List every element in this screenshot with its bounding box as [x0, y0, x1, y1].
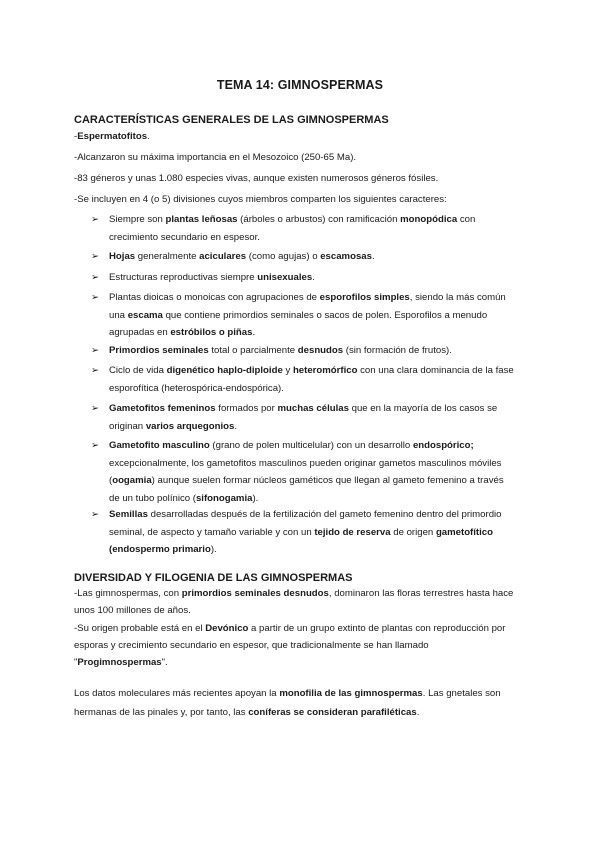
list-item-text: [109, 248, 534, 266]
text-line: [74, 654, 534, 671]
bold-text: escama: [127, 309, 163, 321]
text: Estructuras reproductivas siempre: [109, 272, 258, 283]
list-item-text: [109, 506, 534, 559]
text: .: [234, 420, 237, 432]
bold-text: Gametofito masculino: [109, 440, 210, 451]
arrow-bullet-icon: ➢: [91, 365, 99, 376]
paragraph-datos-moleculares: [74, 684, 534, 722]
text-line: [109, 437, 534, 455]
text: ".: [161, 657, 168, 668]
text-line: [109, 418, 534, 436]
text-line: [109, 541, 534, 559]
text: originan: [109, 420, 146, 432]
text-line: [109, 269, 534, 287]
bold-text: desnudos: [297, 345, 344, 356]
text: ).: [210, 544, 217, 556]
arrow-bullet-icon: ➢: [91, 272, 99, 283]
list-item-text: [109, 437, 534, 507]
text: ) aunque suelen formar núcleos gaméticos que llegan al gameto femenino a través: [151, 475, 504, 487]
text: (como agujas) o: [246, 251, 321, 262]
text: total o parcialmente: [208, 345, 298, 356]
text-line: [74, 703, 534, 722]
text-line: [109, 248, 534, 266]
text-line: [109, 472, 534, 490]
bold-text: Gametofitos femeninos: [109, 403, 216, 414]
text-line: [74, 620, 534, 637]
text: agrupadas en: [109, 327, 171, 339]
text: ": [74, 657, 78, 668]
text-line: [74, 585, 534, 602]
text-line: [109, 455, 534, 473]
text: .: [371, 251, 375, 262]
bold-text: aciculares: [199, 251, 247, 262]
bold-text: unisexuales: [257, 272, 313, 283]
bold-text: (endospermo primario: [109, 544, 211, 556]
text: que contiene primordios seminales o sacos de polen. Esporofilos a menudo: [162, 309, 488, 321]
text: una: [109, 309, 128, 321]
bold-text: heteromórfico: [292, 365, 358, 376]
text: Siempre son: [109, 214, 166, 225]
bold-text: tejido de reserva: [314, 526, 391, 538]
bold-text: plantas leñosas: [165, 214, 238, 225]
text: , dominaron las floras terrestres hasta hace: [328, 588, 514, 599]
text: (sin formación de frutos).: [343, 345, 452, 356]
text-line: [109, 362, 534, 380]
list-item-text: [109, 362, 534, 397]
bold-text: muchas células: [277, 403, 349, 414]
arrow-bullet-icon: ➢: [91, 292, 99, 303]
text-line: [109, 307, 534, 325]
text: formados por: [215, 403, 278, 414]
line-mesozoico: -Alcanzaron su máxima importancia en el Mesozoico (250-65 Ma).: [74, 152, 357, 163]
bold-text: Devónico: [205, 623, 249, 634]
text-line: [109, 342, 534, 360]
section-heading-diversidad: DIVERSIDAD Y FILOGENIA DE LAS GIMNOSPERMAS: [74, 572, 353, 584]
line-divisiones: -Se incluyen en 4 (o 5) divisiones cuyos miembros comparten los siguientes caracteres:: [74, 194, 447, 205]
text-line: [109, 229, 534, 247]
paragraph-origen-devonico: [74, 620, 534, 671]
text-line: [74, 602, 534, 619]
text: generalmente: [135, 251, 200, 262]
line-generos: -83 géneros y unas 1.080 especies vivas, aunque existen numerosos géneros fósiles.: [74, 173, 439, 184]
bold-text: varios arquegonios: [145, 420, 235, 432]
text: .: [252, 327, 256, 339]
text: unos 100 millones de años.: [74, 605, 191, 616]
text: -Su origen probable está en el: [74, 623, 206, 634]
bold-text: primordios seminales desnudos: [181, 588, 329, 599]
text: de un tubo polínico (: [109, 492, 196, 504]
arrow-bullet-icon: ➢: [91, 403, 99, 414]
text: de origen: [390, 526, 436, 538]
text-line: [109, 289, 534, 307]
list-item-text: [109, 342, 534, 360]
list-item-text: [109, 289, 534, 342]
text: Los datos moleculares más recientes apoyan la: [74, 688, 280, 699]
text: hermanas de las pinales y, por tanto, las: [74, 707, 249, 718]
text: con: [457, 214, 476, 225]
bold-text: gametofítico: [435, 526, 493, 538]
text: esporas y crecimiento secundario en espesor, que tradicionalmente se han llamado: [74, 640, 429, 651]
text: Plantas dioicas o monoicas con agrupaciones de: [109, 292, 320, 303]
text-line: [109, 506, 534, 524]
text: Ciclo de vida: [109, 365, 167, 376]
text: desarrolladas después de la fertilización del gameto femenino dentro del primordio: [147, 509, 502, 520]
text: (grano de polen multicelular) con un desarrollo: [209, 440, 413, 451]
bold-text: esporofilos simples: [319, 292, 410, 303]
bold-text: monopódica: [400, 214, 458, 225]
text-line: [109, 524, 534, 542]
text: crecimiento secundario en espesor.: [109, 231, 260, 243]
bold-text: endospórico;: [412, 440, 474, 451]
arrow-bullet-icon: ➢: [91, 509, 99, 520]
text: y: [282, 365, 293, 376]
text: , siendo la más común: [409, 292, 506, 303]
list-item-text: [109, 269, 534, 287]
arrow-bullet-icon: ➢: [91, 214, 99, 225]
bold-text: Progimnospermas: [77, 657, 162, 668]
text: .: [312, 272, 315, 283]
text: a partir de un grupo extinto de plantas con reproducción por: [248, 623, 506, 634]
bold-text: sifonogamia: [195, 492, 253, 504]
bold-text: Hojas: [109, 251, 136, 262]
text: .: [416, 707, 420, 718]
bold-text: Semillas: [109, 509, 148, 520]
text: (árboles o arbustos) con ramificación: [237, 214, 401, 225]
list-item-text: [109, 211, 534, 246]
text: . Las gnetales son: [422, 688, 501, 699]
text-line: [109, 380, 534, 398]
bold-text: monofilia de las gimnospermas: [279, 688, 423, 699]
bold-text: escamosas: [320, 251, 372, 262]
section-heading-caracteristicas: CARACTERÍSTICAS GENERALES DE LAS GIMNOSPERMAS: [74, 114, 389, 126]
page-title: TEMA 14: GIMNOSPERMAS: [216, 78, 384, 92]
text-line: [109, 400, 534, 418]
bold-text: oogamia: [112, 475, 152, 487]
text: con una clara dominancia de la fase: [357, 365, 514, 376]
text: esporofítica (heterospórica-endospórica).: [109, 382, 284, 394]
text-line: [74, 684, 534, 703]
arrow-bullet-icon: ➢: [91, 251, 99, 262]
paragraph-gimnospermas-desnudos: [74, 585, 534, 619]
text: seminal, de aspecto y tamaño variable y con un: [109, 526, 315, 538]
bold-text: Primordios seminales: [109, 345, 209, 356]
line-espermatofitos: -Espermatofitos.: [74, 131, 150, 142]
list-item-text: [109, 400, 534, 435]
bold-text: estróbilos o piñas: [170, 327, 253, 339]
arrow-bullet-icon: ➢: [91, 345, 99, 356]
text: ).: [252, 492, 259, 504]
text-line: [74, 637, 534, 654]
text-line: [109, 490, 534, 508]
arrow-bullet-icon: ➢: [91, 440, 99, 451]
bold-text: digenético haplo-diploide: [166, 365, 283, 376]
bold-text: coníferas se consideran parafiléticas: [248, 707, 417, 718]
text: (: [109, 475, 113, 487]
text: -Las gimnospermas, con: [74, 588, 182, 599]
text-line: [109, 324, 534, 342]
text-line: [109, 211, 534, 229]
text: excepcionalmente, los gametofitos masculinos pueden originar gametos masculinos móviles: [109, 457, 502, 469]
text: que en la mayoría de los casos se: [348, 403, 498, 414]
